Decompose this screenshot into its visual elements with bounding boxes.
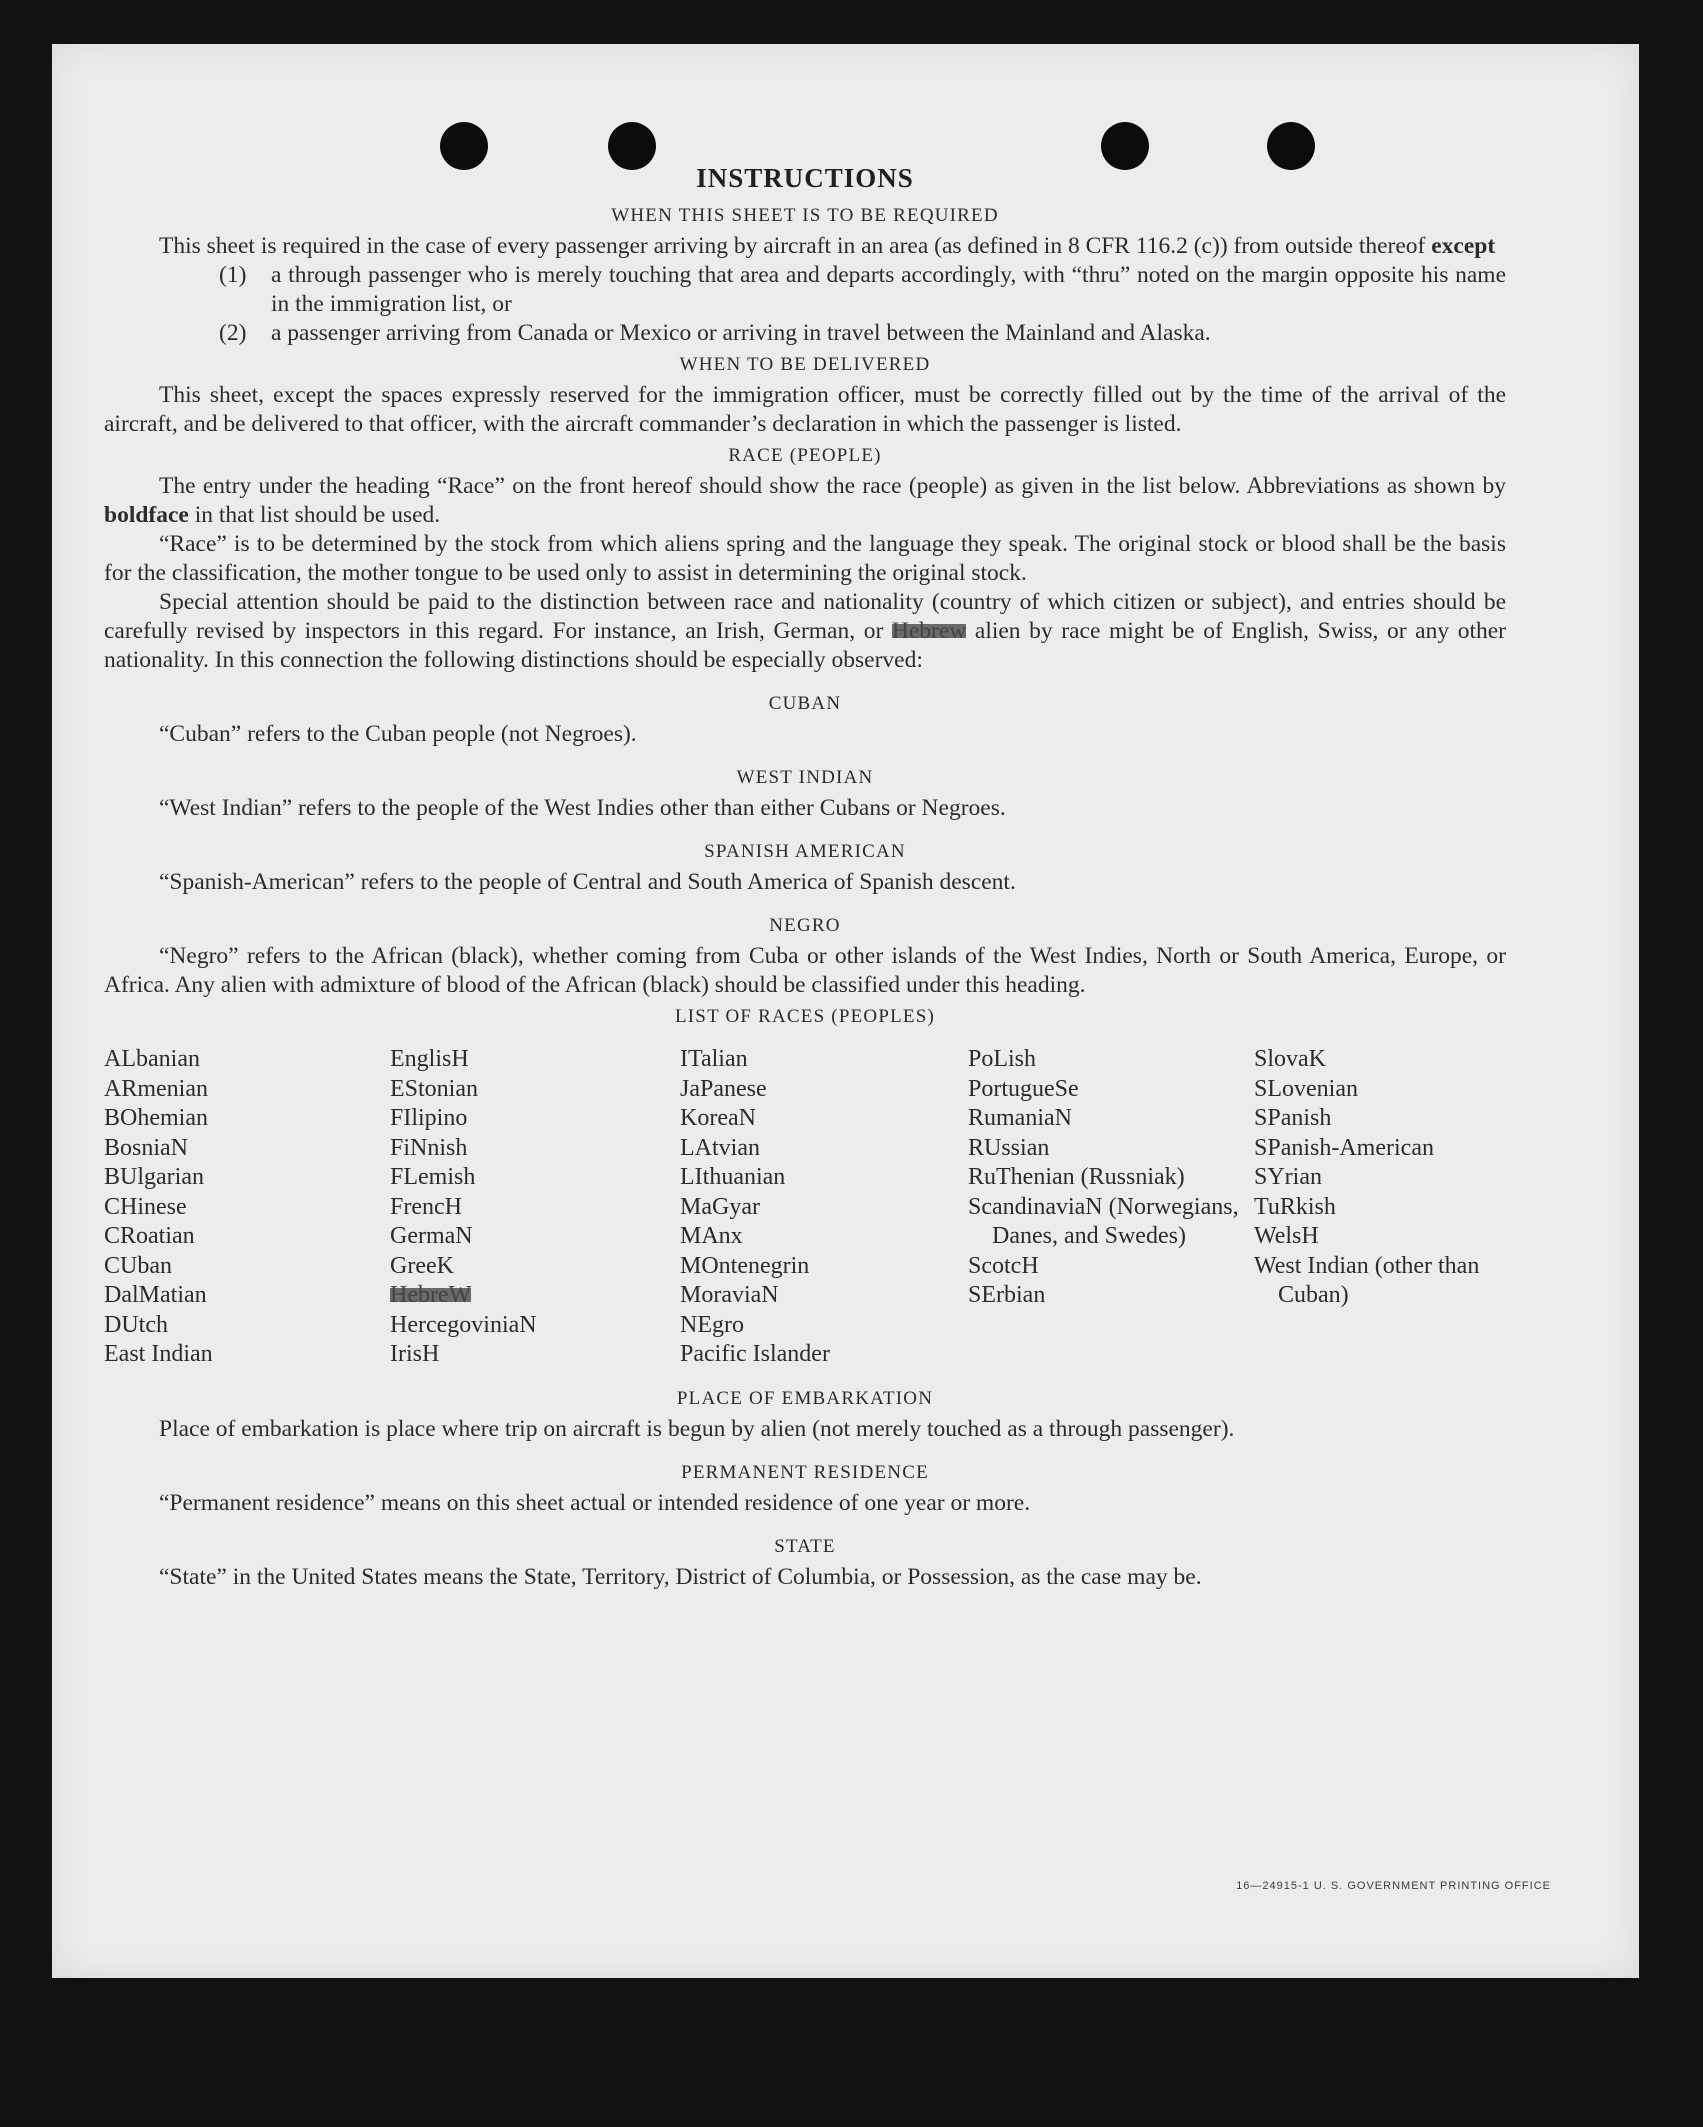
- race-item: FLemish: [390, 1164, 476, 1190]
- race-item: KoreaN: [680, 1105, 756, 1131]
- races-column-5: [1254, 1045, 1506, 1370]
- residence-text: “Permanent residence” means on this sheet actual or intended residence of one year or more.: [159, 1489, 1031, 1516]
- section-heading-delivered: WHEN TO BE DELIVERED: [679, 354, 931, 375]
- race-item: HercegoviniaN: [390, 1311, 537, 1338]
- exception-item: (2) a passenger arriving from Canada or Mexico or arriving in travel between the Mainland and Alaska.: [219, 320, 1211, 346]
- race-item: PortugueSe: [968, 1075, 1079, 1102]
- race-item: GreeK: [390, 1252, 454, 1279]
- race-item: LAtvian: [680, 1134, 760, 1161]
- race-item: RUssian: [968, 1134, 1050, 1161]
- west-indian-text: “West Indian” refers to the people of the West Indies other than either Cubans or Negroes.: [159, 795, 1006, 821]
- races-column-1: [104, 1045, 390, 1370]
- race-item: CUban: [104, 1252, 172, 1279]
- races-list: [104, 1045, 1506, 1370]
- race-item: MaGyar: [680, 1193, 760, 1220]
- race-item: DUtch: [104, 1311, 168, 1338]
- race-item: BosniaN: [104, 1134, 188, 1161]
- race-item: EnglisH: [390, 1046, 469, 1072]
- spanish-american-text: “Spanish-American” refers to the people of Central and South America of Spanish descent.: [159, 869, 1016, 895]
- race-item: FIlipino: [390, 1105, 468, 1131]
- exception-item: (1) a through passenger who is merely touching that area and departs accordingly, with “thru” noted on the margin opposite his name in the immigration list, or: [219, 262, 1506, 317]
- race-item: WelsH: [1254, 1223, 1319, 1249]
- page-title: INSTRUCTIONS: [696, 163, 914, 193]
- race-item: SPanish: [1254, 1105, 1332, 1131]
- embarkation-text: Place of embarkation is place where trip on aircraft is begun by alien (not merely touched as a through passenger).: [159, 1415, 1235, 1442]
- race-item: West Indian (other than Cuban): [1254, 1252, 1480, 1308]
- race-item: SLovenian: [1254, 1075, 1358, 1102]
- race-item: SErbian: [968, 1282, 1046, 1308]
- race-item: ALbanian: [104, 1046, 200, 1072]
- race-item: MoraviaN: [680, 1282, 779, 1308]
- section-heading-cuban: CUBAN: [768, 693, 842, 714]
- section-heading-west-indian: WEST INDIAN: [736, 767, 874, 788]
- race-paragraph-3: Special attention should be paid to the distinction between race and nationality (country of which citizen or subject), and entries should be carefully revised by inspectors in this regard. For instance, an Irish, German, or Hebrew alien by race might be of English, Swiss, or any other nationality. In this connection the following distinctions should be especially observed:: [104, 589, 1506, 673]
- races-column-2: [390, 1045, 680, 1370]
- race-item: ITalian: [680, 1046, 748, 1072]
- section-heading-spanish-american: SPANISH AMERICAN: [704, 841, 906, 862]
- punch-hole: [1267, 122, 1315, 170]
- race-item: [390, 1281, 680, 1311]
- race-item: JaPanese: [680, 1075, 767, 1102]
- races-column-3: [680, 1045, 968, 1370]
- punch-hole: [1101, 122, 1149, 170]
- race-item: LIthuanian: [680, 1164, 786, 1190]
- section-heading-residence: PERMANENT RESIDENCE: [681, 1461, 929, 1483]
- race-item: PoLish: [968, 1046, 1037, 1072]
- section-heading-state: STATE: [774, 1535, 836, 1557]
- race-item: FiNnish: [390, 1134, 468, 1161]
- struck-word: Hebrew: [891, 618, 967, 644]
- printing-office-footer: 16—24915-1 U. S. GOVERNMENT PRINTING OFFICE: [1236, 1880, 1551, 1892]
- race-item: ScotcH: [968, 1252, 1039, 1279]
- race-item: ARmenian: [104, 1075, 208, 1102]
- race-paragraph-1: The entry under the heading “Race” on the front hereof should show the race (people) as given in the list below. Abbreviations as shown by boldface in that list should be used.: [104, 473, 1506, 528]
- race-item: East Indian: [104, 1341, 213, 1367]
- race-item: IrisH: [390, 1341, 440, 1367]
- race-item: MAnx: [680, 1223, 743, 1249]
- race-item: FrencH: [390, 1193, 462, 1220]
- section-heading-race: RACE (PEOPLE): [728, 445, 882, 466]
- races-column-4: [968, 1045, 1254, 1370]
- race-item: BOhemian: [104, 1105, 208, 1131]
- race-item: TuRkish: [1254, 1193, 1336, 1220]
- race-item: SlovaK: [1254, 1046, 1326, 1072]
- state-text: “State” in the United States means the State, Territory, District of Columbia, or Possession, as the case may be.: [159, 1563, 1202, 1590]
- section-heading-list-of-races: LIST OF RACES (PEOPLES): [674, 1006, 936, 1027]
- race-item: GermaN: [390, 1223, 473, 1249]
- race-item: DalMatian: [104, 1282, 207, 1308]
- section-heading-negro: NEGRO: [769, 915, 841, 936]
- race-item: Pacific Islander: [680, 1341, 830, 1367]
- race-item: CRoatian: [104, 1223, 195, 1249]
- punch-hole: [608, 122, 656, 170]
- instructions-content: [104, 164, 1506, 1592]
- section-heading-required: WHEN THIS SHEET IS TO BE REQUIRED: [611, 205, 999, 226]
- race-paragraph-2: “Race” is to be determined by the stock from which aliens spring and the language they speak. The original stock or blood shall be the basis for the classification, the mother tongue to be used only to assist in determining the original stock.: [104, 531, 1506, 586]
- race-item: ScandinaviaN (Norwegians, Danes, and Swedes): [968, 1193, 1239, 1249]
- section-heading-embarkation: PLACE OF EMBARKATION: [676, 1387, 934, 1409]
- delivered-text: This sheet, except the spaces expressly reserved for the immigration officer, must be correctly filled out by the time of the arrival of the aircraft, and be delivered to that officer, with the aircraft commander’s declaration in which the passenger is listed.: [104, 382, 1506, 437]
- required-intro: This sheet is required in the case of every passenger arriving by aircraft in an area (as defined in 8 CFR 116.2 (c)) from outside thereof except: [159, 233, 1496, 259]
- race-item: EStonian: [390, 1075, 478, 1102]
- negro-text: “Negro” refers to the African (black), whether coming from Cuba or other islands of the West Indies, North or South America, Europe, or Africa. Any alien with admixture of blood of the African (black) should be classified under this heading.: [104, 943, 1506, 998]
- punch-hole: [440, 122, 488, 170]
- cuban-text: “Cuban” refers to the Cuban people (not Negroes).: [159, 721, 637, 747]
- race-item: SPanish-American: [1254, 1134, 1434, 1161]
- race-item: CHinese: [104, 1193, 187, 1220]
- race-item: RuThenian (Russniak): [968, 1164, 1185, 1190]
- race-item: BUlgarian: [104, 1164, 204, 1190]
- struck-word: HebreW: [390, 1282, 472, 1308]
- race-item: MOntenegrin: [680, 1252, 810, 1279]
- race-item: NEgro: [680, 1311, 744, 1338]
- race-item: SYrian: [1254, 1164, 1322, 1190]
- race-item: RumaniaN: [968, 1105, 1072, 1131]
